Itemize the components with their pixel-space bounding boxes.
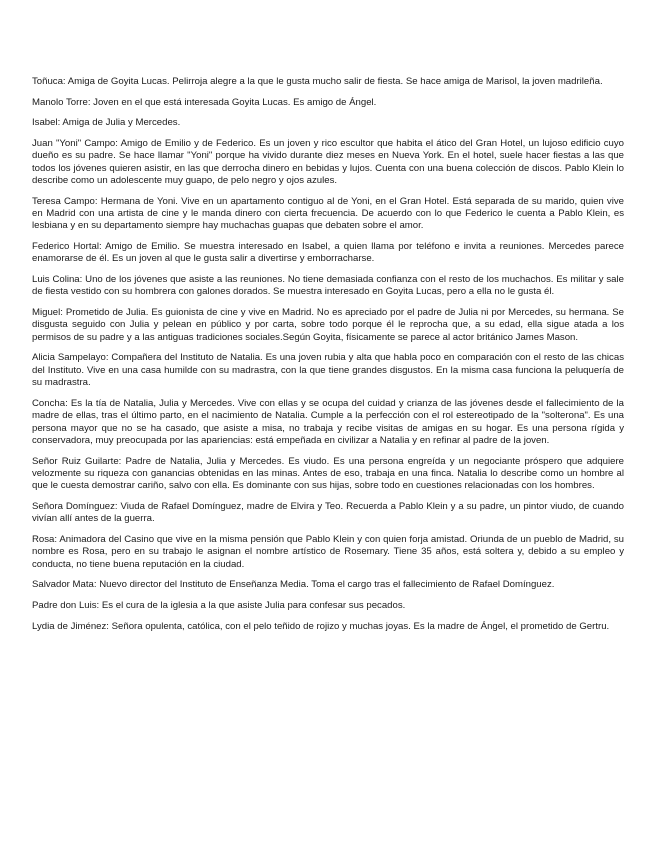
character-entry-manolo-torre: Manolo Torre: Joven en el que está interesada Goyita Lucas. Es amigo de Ángel. bbox=[32, 96, 377, 108]
character-entry-isabel: Isabel: Amiga de Julia y Mercedes. bbox=[32, 117, 181, 129]
character-entry-senor-ruiz-guilarte: Señor Ruiz Guilarte: Padre de Natalia, Julia y Mercedes. Es viudo. Es una persona engreída y un negociante próspero que adquiere velozmente su riqueza con ganancias obtenidas en las minas. Antes de eso, trabaja en una finca. Natalia lo describe como un hombre al que le cuesta demostrar cariño, salvo con ella. Es dominante con sus hijas, sobre todo en cuestiones relacionadas con los hombres. bbox=[32, 455, 624, 492]
document-page bbox=[32, 76, 624, 641]
character-entry-padre-don-luis: Padre don Luis: Es el cura de la iglesia a la que asiste Julia para confesar sus pecados. bbox=[32, 600, 406, 612]
character-entry-luis-colina: Luis Colina: Uno de los jóvenes que asiste a las reuniones. No tiene demasiada confianza con el resto de los muchachos. Es militar y sale de fiesta vestido con su hombrera con galones dorados. Se muestra interesado en Goyita Lucas, pero a ella no le gusta él. bbox=[32, 274, 624, 298]
character-entry-lydia-de-jimenez: Lydia de Jiménez: Señora opulenta, católica, con el pelo teñido de rojizo y muchas joyas. Es la madre de Ángel, el prometido de Gertru. bbox=[32, 620, 610, 632]
character-entry-concha: Concha: Es la tía de Natalia, Julia y Mercedes. Vive con ellas y se ocupa del cuidad y crianza de las jóvenes desde el fallecimiento de la madre de ellas, tras el último parto, en el nacimiento de Natalia. Cumple a la perfección con el rol estereotipado de la "solterona". Es una persona mayor que no se ha casado, que asiste a misa, no trabaja y recibe visitas de amigas en su hogar. Es una persona rígida y conservadora, muy preocupada por las apariencias: está empeñada en civilizar a Natalia y en refinar al padre de la joven. bbox=[32, 397, 624, 447]
character-entry-senora-dominguez: Señora Domínguez: Viuda de Rafael Domínguez, madre de Elvira y Teo. Recuerda a Pablo Klein y a su padre, un pintor viudo, de cuando vivían allí antes de la guerra. bbox=[32, 501, 624, 525]
character-entry-rosa: Rosa: Animadora del Casino que vive en la misma pensión que Pablo Klein y con quien forja amistad. Oriunda de un pueblo de Madrid, su nombre es Rosa, pero en su trabajo le asignan el nombre artístico de Rosemary. Tiene 35 años, está soltera y, debido a su empleo y conducta, no tiene buena reputación en la ciudad. bbox=[32, 534, 624, 570]
character-entry-tonuca: Toñuca: Amiga de Goyita Lucas. Pelirroja alegre a la que le gusta mucho salir de fiesta. Se hace amiga de Marisol, la joven madrileña. bbox=[32, 76, 603, 87]
character-entry-salvador-mata: Salvador Mata: Nuevo director del Instituto de Enseñanza Media. Toma el cargo tras el fallecimiento de Rafael Domínguez. bbox=[32, 579, 555, 591]
character-entry-federico-hortal: Federico Hortal: Amigo de Emilio. Se muestra interesado en Isabel, a quien llama por teléfono e invita a reuniones. Mercedes parece enamorarse de él. Es un joven al que le gusta salir a divertirse y emborracharse. bbox=[32, 241, 624, 265]
character-entry-juan-yoni-campo: Juan "Yoni" Campo: Amigo de Emilio y de Federico. Es un joven y rico escultor que habita el ático del Gran Hotel, un lujoso edificio cuyo dueño es su padre. Se hace llamar "Yoni" porque ha vivido durante diez meses en Nueva York. En el hotel, suele hacer fiestas a las que todos los jóvenes quieren asistir, en las que derrocha dinero en bebidas y lujos. Cuenta con una buena colección de discos. Pablo Klein lo describe como un adolescente muy guapo, de pelo negro y ojos azules. bbox=[32, 137, 624, 186]
character-entry-alicia-sampelayo: Alicia Sampelayo: Compañera del Instituto de Natalia. Es una joven rubia y alta que habla poco en comparación con el resto de las chicas del Instituto. Vive en una casa humilde con su madrastra, con la que tiene grandes disgustos. En la misma casa funciona la peluquería de su madrastra. bbox=[32, 352, 624, 389]
character-entry-teresa-campo: Teresa Campo: Hermana de Yoni. Vive en un apartamento contiguo al de Yoni, en el Gran Hotel. Está separada de su marido, quien vive en Madrid con una artista de cine y le manda dinero con cierta frecuencia. De acuerdo con lo que Federico le cuenta a Pablo Klein, es lesbiana y en su departamento siempre hay muchachas guapas que debaten sobre el amor. bbox=[32, 195, 624, 232]
character-entry-miguel: Miguel: Prometido de Julia. Es guionista de cine y vive en Madrid. No es apreciado por el padre de Julia ni por Mercedes, su hermana. Se disgusta seguido con Julia y pelean en público y por carta, sobre todo porque él le reprocha que, a su edad, ella sigue atada a los permisos de su padre y a las antiguas tradiciones sociales.Según Goyita, físicamente se parece al actor británico James Mason. bbox=[32, 307, 624, 343]
